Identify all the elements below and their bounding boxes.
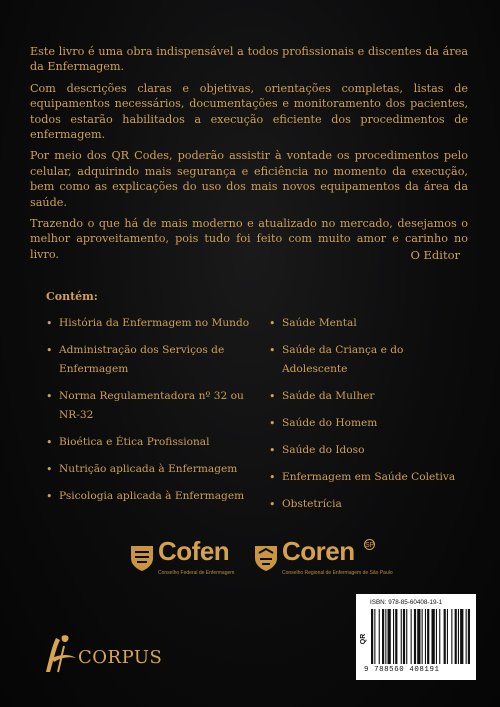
- barcode-stripe: [468, 609, 470, 664]
- barcode-stripe: [432, 609, 435, 664]
- intro-paragraph-4: Trazendo o que há de mais moderno e atualizado no mercado, desejamos o melhor aproveitamento, pois tudo foi feito com muito amor e carinho no livro.: [30, 217, 468, 261]
- barcode-stripe: [455, 609, 457, 664]
- barcode-stripe: [371, 609, 373, 664]
- barcode-stripe: [379, 609, 380, 664]
- barcode-stripe: [388, 609, 391, 664]
- qr-side-icon: [358, 614, 367, 664]
- barcode-stripe: [395, 609, 397, 664]
- list-item: • Obstetrícia: [269, 495, 469, 514]
- list-item: • Bioética e Ética Profissional: [46, 433, 261, 452]
- list-item: • Norma Regulamentadora nº 32 ou NR-32: [46, 387, 261, 425]
- barcode-stripe: [422, 609, 423, 664]
- barcode: [356, 594, 476, 680]
- intro-paragraph-3: Por meio dos QR Codes, poderão assistir à vontade os procedimentos pelo celular, adquirindo mais segurança e eficiência no momento da execução, bem como as explicações do uso dos mais novos equipamentos da área da saúde.: [30, 149, 468, 209]
- list-item: • Saúde da Mulher: [269, 387, 469, 406]
- list-item: • Psicologia aplicada à Enfermagem: [46, 487, 261, 506]
- contents-right-column: [269, 314, 469, 522]
- list-item: • História da Enfermagem no Mundo: [46, 314, 261, 333]
- cofen-subtitle: Conselho Federal de Enfermagem: [158, 570, 235, 576]
- cofen-logo: [130, 536, 248, 584]
- intro-paragraph-1: Este livro é uma obra indispensável a todos profissionais e discentes da área da Enfermagem.: [30, 45, 468, 74]
- list-item: • Saúde do Idoso: [269, 441, 469, 460]
- barcode-bars: [371, 609, 471, 664]
- barcode-stripe: [411, 609, 412, 664]
- council-logos: [130, 536, 393, 584]
- barcode-digits: 9 788560 408191: [364, 666, 440, 674]
- barcode-side-label: QR: [360, 633, 367, 645]
- barcode-stripe: [427, 609, 429, 664]
- intro-text: [30, 44, 468, 268]
- coren-state-mark: SP: [364, 539, 375, 550]
- barcode-stripe: [393, 609, 394, 664]
- barcode-stripe: [425, 609, 426, 664]
- contents-title: Contém:: [46, 290, 98, 303]
- list-item: • Administração dos Serviços de Enfermagem: [46, 341, 261, 379]
- list-item: • Enfermagem em Saúde Coletiva: [269, 468, 469, 487]
- barcode-stripe: [403, 609, 405, 664]
- barcode-stripe: [447, 609, 448, 664]
- list-item: • Saúde da Criança e do Adolescente: [269, 341, 469, 379]
- barcode-stripe: [385, 609, 386, 664]
- list-item: • Saúde do Homem: [269, 414, 469, 433]
- barcode-stripe: [444, 609, 446, 664]
- cofen-name: Cofen: [158, 536, 230, 566]
- contents-section: [46, 290, 466, 510]
- coren-shield-icon: [254, 544, 278, 572]
- publisher-name: CORPUS: [78, 647, 163, 668]
- publisher-logo: [40, 632, 180, 682]
- barcode-stripe: [460, 609, 463, 664]
- barcode-stripe: [374, 609, 375, 664]
- barcode-stripe: [382, 609, 384, 664]
- editor-signature: O Editor: [410, 248, 460, 262]
- barcode-stripe: [439, 609, 440, 664]
- barcode-stripe: [417, 609, 420, 664]
- coren-subtitle: Conselho Regional de Enfermagem de São Paulo: [282, 570, 393, 576]
- intro-paragraph-2: Com descrições claras e objetivas, orientações completas, listas de equipamentos necessários, documentações e monitoramento dos pacientes, todos estarão habilitados a execução eficiente dos procedimentos de enfermagem.: [30, 81, 468, 142]
- barcode-stripe: [414, 609, 416, 664]
- coren-name: Coren: [282, 536, 355, 566]
- cofen-shield-icon: [130, 544, 154, 572]
- barcode-stripe: [451, 609, 452, 664]
- barcode-stripe: [401, 609, 402, 664]
- contents-left-column: [46, 314, 261, 514]
- list-item: • Saúde Mental: [269, 314, 469, 333]
- corpus-emblem-icon: [40, 632, 82, 676]
- coren-logo: [254, 536, 393, 584]
- isbn-text: ISBN: 978-85-60408-19-1: [370, 599, 443, 606]
- list-item: • Nutrição aplicada à Enfermagem: [46, 460, 261, 479]
- barcode-stripe: [466, 609, 467, 664]
- barcode-stripe: [406, 609, 407, 664]
- barcode-stripe: [436, 609, 437, 664]
- barcode-stripe: [458, 609, 459, 664]
